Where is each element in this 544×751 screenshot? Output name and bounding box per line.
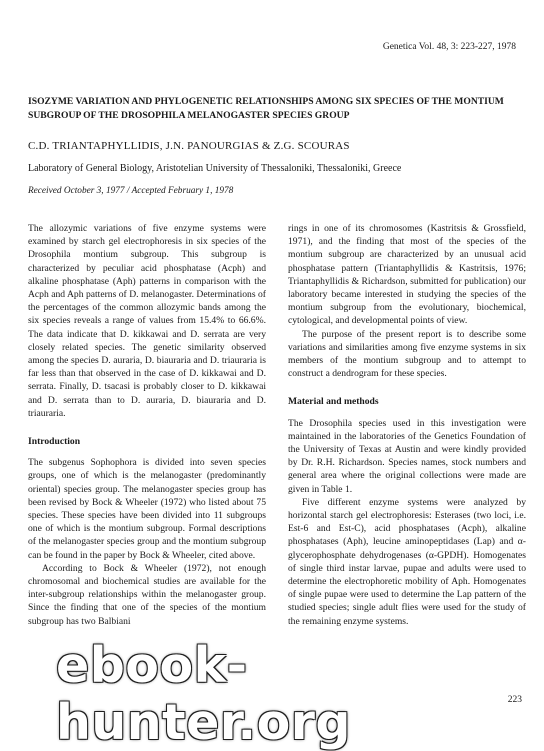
methods-heading: Material and methods — [288, 396, 379, 408]
introduction-paragraph-1: The subgenus Sophophora is divided into seven species groups, one of which is the melanogaster (predominantly oriental) species group. The melanogaster species group has been revised by Bock & Wheeler (1972) who listed about 75 species. These species have been divided into 11 subgroups one of which is the montium subgroup. Formal descriptions of the melanogaster species group and the montium subgroup can be found in the paper by Bock & Wheeler, cited above. — [28, 457, 266, 561]
introduction-paragraph-3: rings in one of its chromosomes (Kastritsis & Grossfield, 1971), and the finding that most of the species of the montium subgroup are characterized by an unusual acid phosphatase pattern (Triantaphyllidis & Kastritsis, 1976; Triantaphyllidis & Richardson, submitted for publication) our laboratory became interested in studying the species of the montium subgroup from the evolutionary, biochemical, cytological, and developmental points of view. — [288, 223, 526, 327]
page-number: 223 — [507, 695, 522, 705]
methods-paragraph-2: Five different enzyme systems were analyzed by horizontal starch gel electrophoresis: Esterases (two loci, i.e. Est-6 and Est-C), acid phosphatases (Acph), alkaline phosphatases (Aph), leucine aminopeptidases (Lap) and α-glycerophosphate dehydrogenases (α-GPDH). Homogenates of single third instar larvae, pupae and adults were used to determine the electrophoretic mobility of Aph. Homogenates of single pupae were used to determine the Lap pattern of the studied species; single adult flies were used for the study of the remaining enzyme systems. — [288, 496, 526, 627]
introduction-paragraph-4: The purpose of the present report is to describe some variations and similarities among five enzyme systems in six members of the montium subgroup and to attempt to construct a dendrogram for these species. — [288, 328, 526, 380]
right-column — [288, 222, 526, 628]
journal-reference: Genetica Vol. 48, 3: 223-227, 1978 — [382, 42, 516, 52]
introduction-heading: Introduction — [28, 436, 81, 448]
methods-paragraph-1: The Drosophila species used in this investigation were maintained in the laboratories of the Genetics Foundation of the University of Texas at Austin and were kindly provided by Dr. R.H. Richardson. Species names, stock numbers and general area where the original collections were made are given in Table 1. — [288, 417, 526, 495]
received-accepted-dates: Received October 3, 1977 / Accepted February 1, 1978 — [28, 186, 234, 196]
watermark: ebook-hunter.org — [56, 637, 352, 751]
article-title: ISOZYME VARIATION AND PHYLOGENETIC RELATIONSHIPS AMONG SIX SPECIES OF THE MONTIUM SUBGROUP OF THE DROSOPHILA MELANOGASTER SPECIES GROUP — [28, 96, 504, 121]
introduction-paragraph-2: According to Bock & Wheeler (1972), not enough chromosomal and biochemical studies are available for the inter-subgroup relationships within the melanogaster group. Since the finding that one of the species of the montium subgroup has two Balbiani — [28, 562, 266, 627]
left-column — [28, 222, 266, 628]
author-list: C.D. TRIANTAPHYLLIDIS, J.N. PANOURGIAS & Z.G. SCOURAS — [28, 140, 350, 152]
abstract: The allozymic variations of five enzyme systems were examined by starch gel electrophoresis in six species of the Drosophila montium subgroup. This subgroup is characterized by peculiar acid phosphatase (Acph) and alkaline phosphatase (Aph) patterns in comparison with the Acph and Aph patterns of D. melanogaster. Determinations of the percentages of the common allozymic bands among the six species reveals a range of values from 15.4% to 66.6%. The data indicate that D. kikkawai and D. serrata are very closely related species. The genetic similarity observed among the species D. auraria, D. biauraria and D. triauraria is far less than that observed in the case of D. kikkawai and D. serrata. Finally, D. tsacasi is probably closer to D. kikkawai and D. serrata than to D. auraria, D. biauraria and D. triauraria. — [28, 223, 266, 419]
affiliation: Laboratory of General Biology, Aristotelian University of Thessaloniki, Thessaloniki, Greece — [28, 163, 402, 174]
